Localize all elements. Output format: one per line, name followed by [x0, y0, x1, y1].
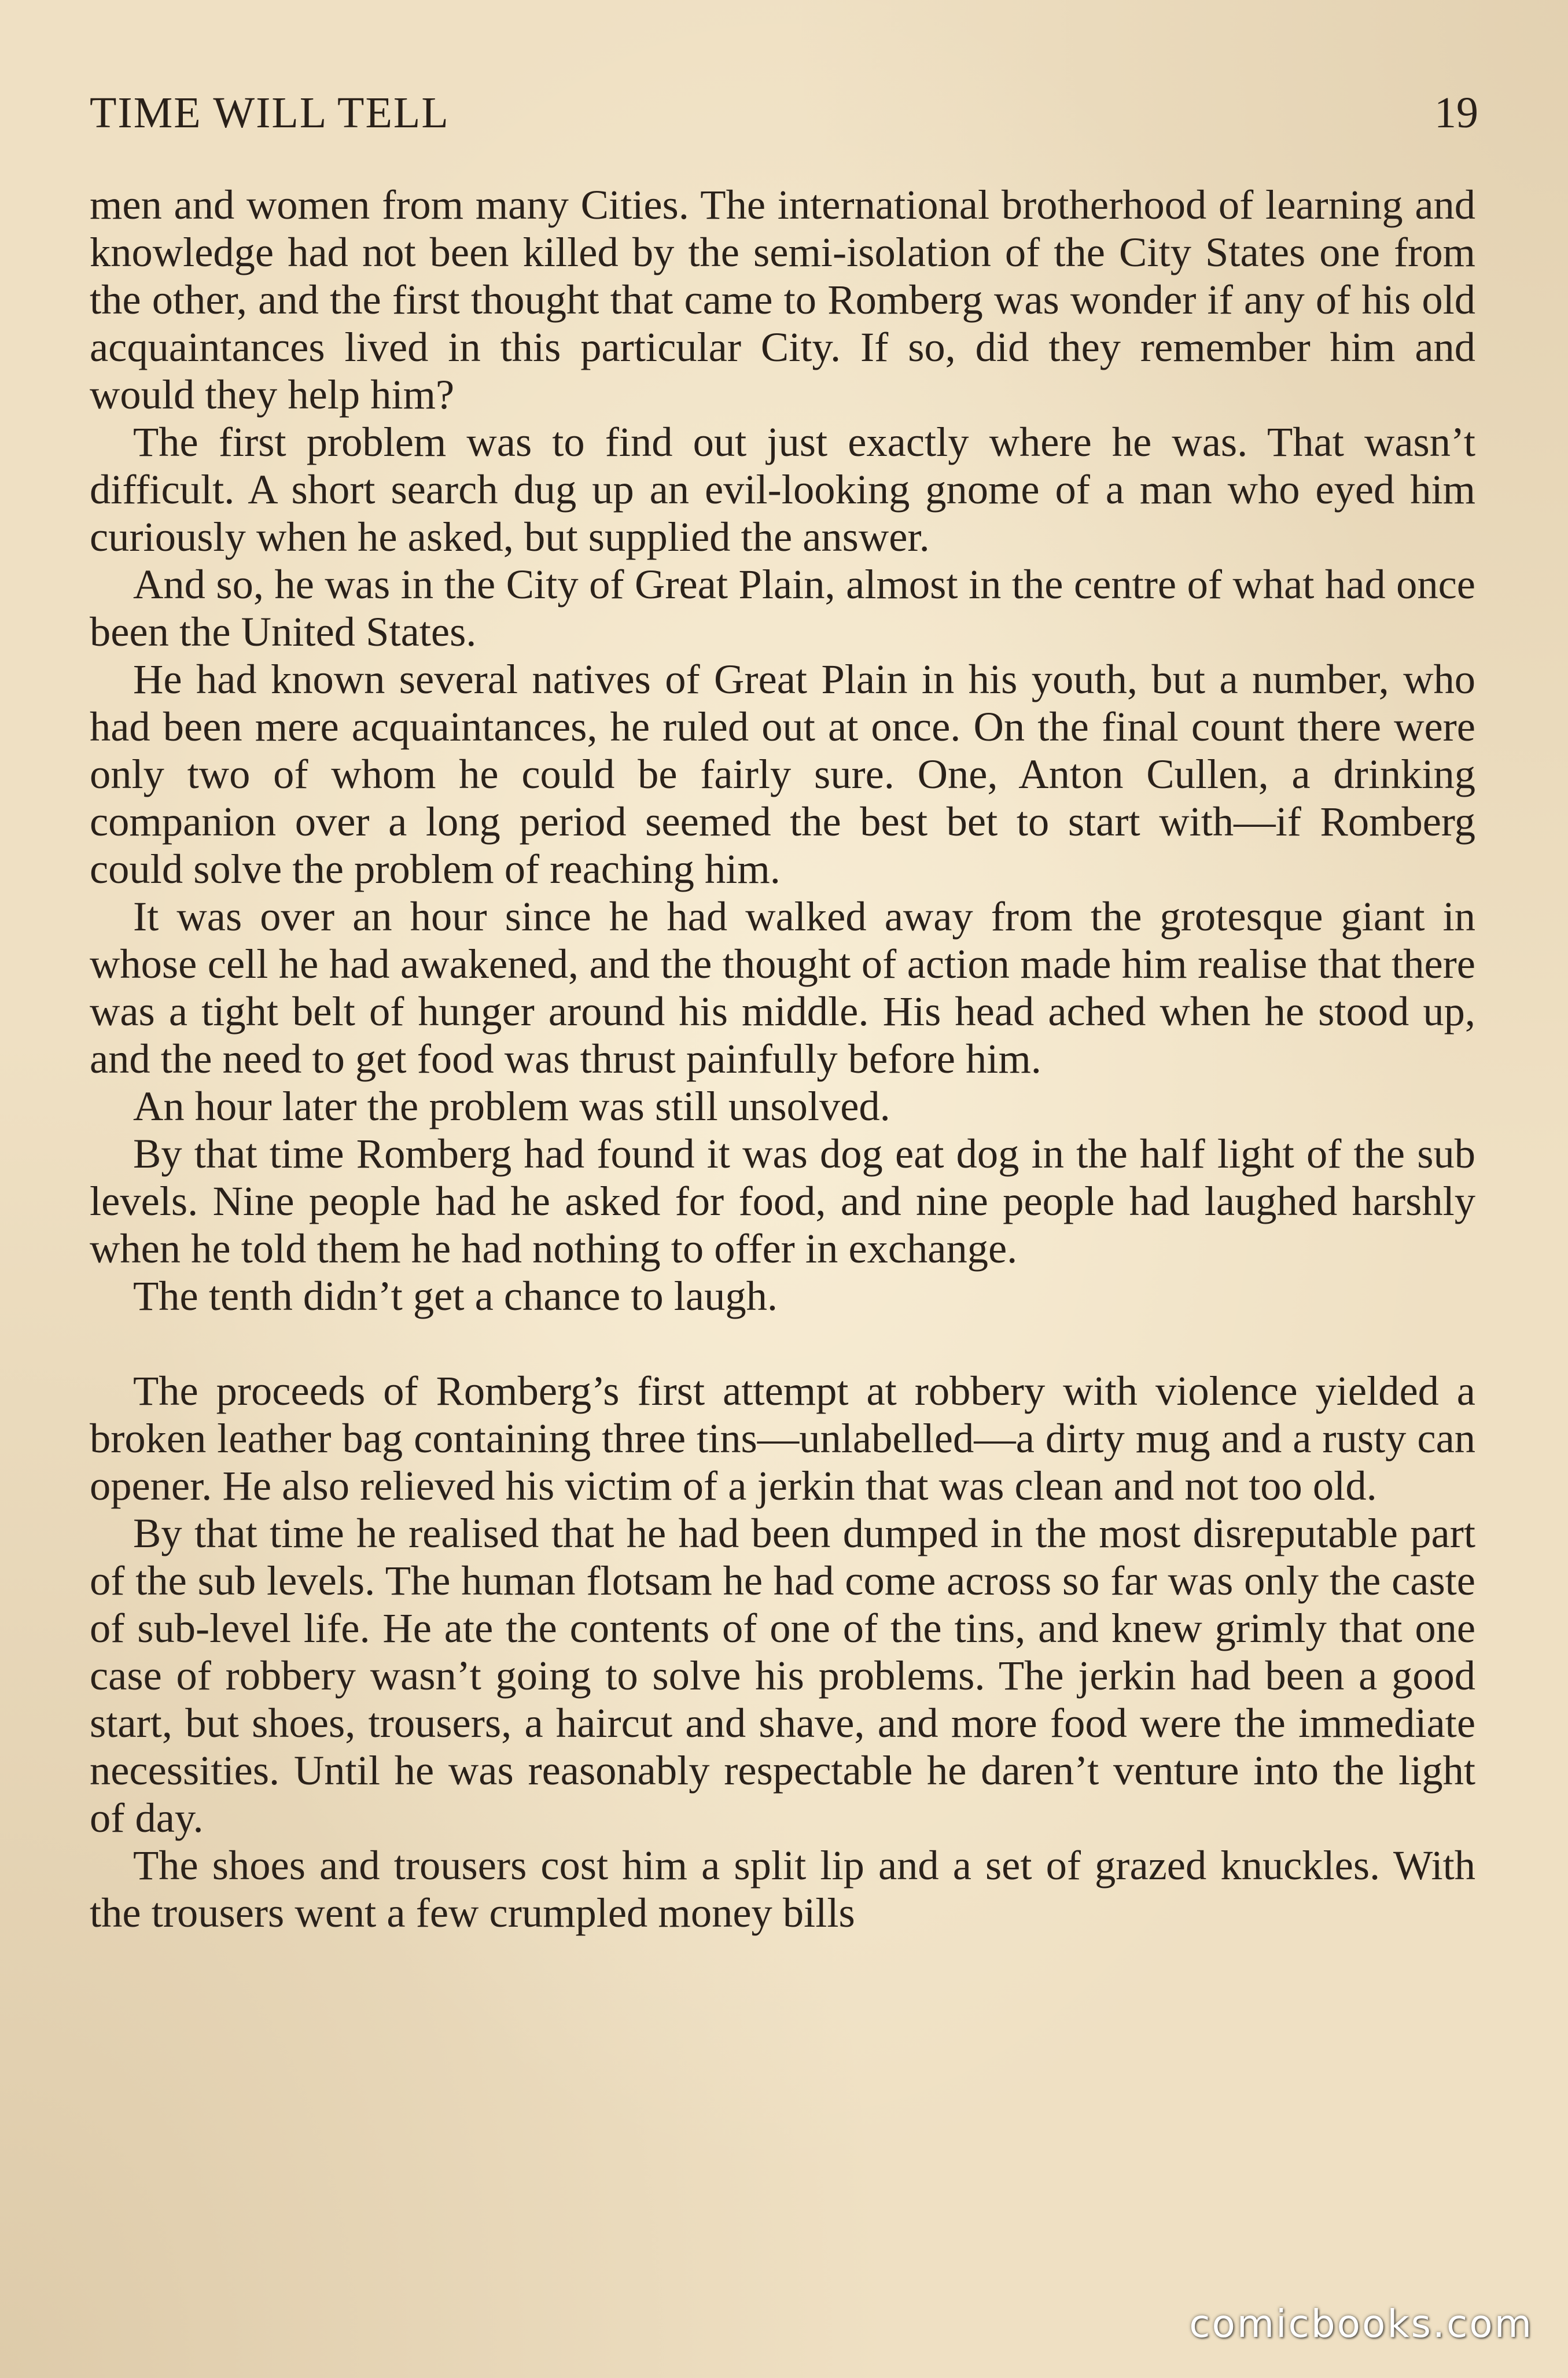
paragraph: The tenth didn’t get a chance to laugh.	[133, 1272, 778, 1319]
page-number: 19	[1434, 89, 1478, 137]
paragraph: An hour later the problem was still unsolved.	[133, 1083, 890, 1129]
body-text	[90, 181, 1475, 1937]
paragraph: The shoes and trousers cost him a split lip and a set of grazed knuckles. With the trousers went a few crumpled money bills	[90, 1842, 1475, 1936]
page-header	[90, 81, 1478, 145]
section-break	[90, 1320, 1475, 1367]
paragraph: The first problem was to find out just exactly where he was. That wasn’t difficult. A short search dug up an evil-looking gnome of a man who eyed him curiously when he asked, but supplied the answer.	[90, 418, 1475, 560]
paragraph: By that time Romberg had found it was dog eat dog in the half light of the sub levels. Nine people had he asked for food, and nine people had laughed harshly when he told them he had nothing to offer in exchange.	[90, 1130, 1475, 1272]
watermark: comicbooks.com	[1189, 2302, 1533, 2346]
paragraph: It was over an hour since he had walked away from the grotesque giant in whose cell he had awakened, and the thought of action made him realise that there was a tight belt of hunger around his middle. His head ached when he stood up, and the need to get food was thrust painfully before him.	[90, 893, 1475, 1082]
running-title: TIME WILL TELL	[90, 89, 450, 137]
paragraph: By that time he realised that he had been dumped in the most disreputable part of the sub levels. The human flotsam he had come across so far was only the caste of sub-level life. He ate the contents of one of the tins, and knew grimly that one case of robbery wasn’t going to solve his problems. The jerkin had been a good start, but shoes, trousers, a haircut and shave, and more food were the immediate necessities. Until he was reasonably respectable he daren’t venture into the light of day.	[90, 1510, 1475, 1841]
paragraph: And so, he was in the City of Great Plain, almost in the centre of what had once been the United States.	[90, 561, 1475, 655]
paragraph: He had known several natives of Great Plain in his youth, but a number, who had been mere acquaintances, he ruled out at once. On the final count there were only two of whom he could be fairly sure. One, Anton Cullen, a drinking companion over a long period seemed the best bet to start with—if Romberg could solve the problem of reaching him.	[90, 656, 1475, 892]
paragraph: The proceeds of Romberg’s first attempt at robbery with violence yielded a broken leather bag containing three tins—unlabelled—a dirty mug and a rusty can opener. He also relieved his victim of a jerkin that was clean and not too old.	[90, 1367, 1475, 1509]
paragraph: men and women from many Cities. The international brotherhood of learning and knowledge had not been killed by the semi-isolation of the City States one from the other, and the first thought that came to Romberg was wonder if any of his old acquaintances lived in this particular City. If so, did they remember him and would they help him?	[90, 181, 1475, 418]
